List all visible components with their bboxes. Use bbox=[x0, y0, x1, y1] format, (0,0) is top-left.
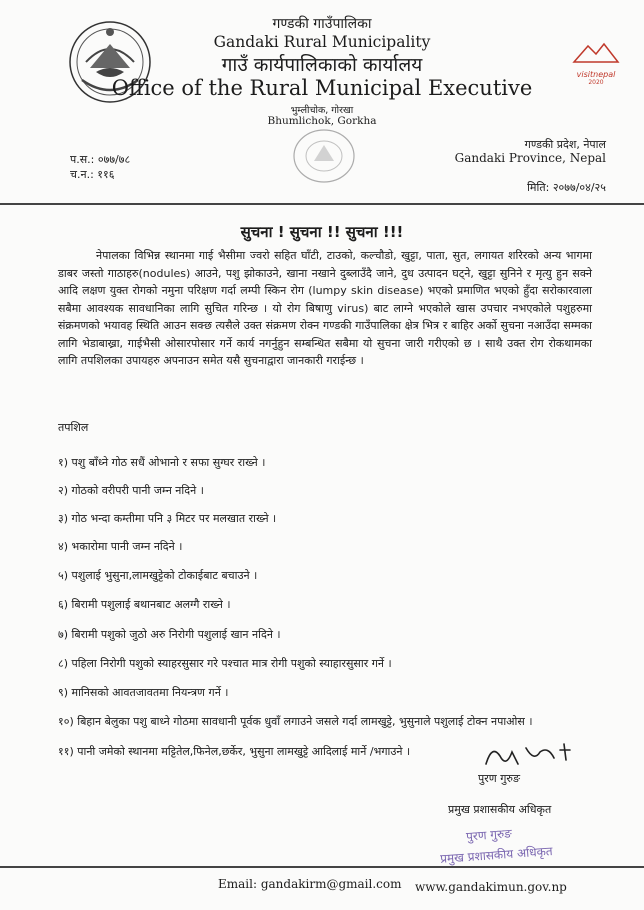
tapsil-label: तपशिल bbox=[58, 421, 89, 434]
notice-title: सुचना ! सुचना !! सुचना !!! bbox=[240, 223, 404, 241]
province-np: गण्डकी प्रदेश, नेपाल bbox=[524, 138, 606, 151]
visit-nepal-text: visitnepal bbox=[576, 70, 616, 79]
list-item: ६) बिरामी पशुलाई बथानबाट अलग्गै राख्ने । bbox=[58, 598, 231, 611]
municipality-name-en: Gandaki Rural Municipality bbox=[213, 33, 431, 51]
address-en: Bhumlichok, Gorkha bbox=[267, 115, 377, 127]
list-item: ८) पहिला निरोगी पशुको स्याहरसुसार गरे पश्चात मात्र रोगी पशुको स्याहारसुसार गर्ने । bbox=[58, 657, 392, 670]
address-np: भुम्लीचोक, गोरखा bbox=[290, 105, 354, 116]
footer-website[interactable]: www.gandakimun.gov.np bbox=[415, 880, 567, 894]
list-item: ५) पशुलाई भुसुना,लामखुट्टेको टोकाईबाट बचाउने । bbox=[58, 569, 258, 582]
patra-sankhya: प.स.: ०७७/७८ bbox=[70, 153, 131, 166]
list-item: ४) भकारोमा पानी जम्न नदिने । bbox=[58, 540, 183, 553]
footer-divider bbox=[0, 866, 644, 868]
handwritten-signature bbox=[478, 738, 588, 774]
signatory-title: प्रमुख प्रशासकीय अधिकृत bbox=[448, 803, 552, 816]
chalani-number: च.न.: ११६ bbox=[70, 168, 115, 181]
list-item: ३) गोठ भन्दा कम्तीमा पनि ३ मिटर पर मलखात राख्ने । bbox=[58, 512, 277, 525]
list-item: १) पशु बाँध्ने गोठ सधैं ओभानो र सफा सुग्घर राख्ने । bbox=[58, 456, 266, 469]
list-item: २) गोठको वरीपरी पानी जम्न नदिने । bbox=[58, 484, 204, 497]
office-name-np: गाउँ कार्यपालिकाको कार्यालय bbox=[221, 54, 423, 76]
header-divider bbox=[0, 203, 644, 205]
municipality-name-np: गण्डकी गाउँपालिका bbox=[272, 16, 372, 32]
notice-body: नेपालका विभिन्न स्थानमा गाई भैसीमा ज्वरो सहित घाँटी, टाउको, कल्चौडो, खुट्टा, पाता, सुत, लगायत शरिरको अन्य भागमा डाबर जस्तो गाठाहरु(nodules) आउने, पशु झोकाउने, खाना नखाने दुब्लाउँदै जाने, दुध उत्पादन घट्ने, खुट्टा सुनिने र मृत्यु हुन सक्ने आदि लक्षण युक्त रोगको नमुना परिक्षण गर्दा लम्पी स्किन रोग (lumpy skin disease) भएको प्रमाणित भएको हुँदा सरोकारवाला सबैमा आवश्यक सावधानिका लागि सुचित गरिन्छ । यो रोग बिषाणु virus) बाट लाग्ने भएकोले खास उपचार नभएकोले पशुहरुमा संक्रमणको भयावह स्थिति आउन सक्छ त्यसैले उक्त संक्रमण रोक्न गण्डकी गाउँपालिका क्षेत्र भित्र र बाहिर अर्को सुचना नआउँदा सम्मका लागि भेडाबाख्रा, गाईभैसी ओसारपोसार गर्ने कार्य नगर्नुहुन सम्बन्धित सबैमा यो सुचना जारी गरीएको छ । साथै उक्त रोग रोकथामका लागि तपशिलका उपायहरु अपनाउन समेत यसै सुचनाद्वारा जानकारी गराईन्छ । bbox=[58, 249, 592, 367]
signatory-name: पुरण गुरुङ bbox=[478, 772, 520, 785]
footer-email[interactable]: Email: gandakirm@gmail.com bbox=[218, 877, 402, 891]
province-en: Gandaki Province, Nepal bbox=[454, 151, 606, 165]
visit-nepal-year: 2020 bbox=[588, 79, 604, 86]
office-seal-icon bbox=[288, 127, 360, 185]
list-item: ९) मानिसको आवतजावतमा नियन्त्रण गर्ने । bbox=[58, 686, 229, 699]
office-name-en: Office of the Rural Municipal Executive bbox=[111, 76, 533, 100]
list-item: ७) बिरामी पशुको जुठो अरु निरोगी पशुलाई खान नदिने । bbox=[58, 628, 281, 641]
notice-date: मिति: २०७७/०४/२५ bbox=[527, 181, 606, 194]
list-item: ११) पानी जमेको स्थानमा मट्टितेल,फिनेल,छर्केर, भुसुना लामखुट्टे आदिलाई मार्ने /भगाउने । bbox=[58, 745, 411, 758]
stamp-name: पुरण गुरुङ bbox=[465, 826, 513, 844]
list-item: १०) बिहान बेलुका पशु बाध्ने गोठमा सावधानी पूर्वक धुवाँ लगाउने जसले गर्दा लामखुट्टे, भुसुनाले पशुलाई टोक्न नपाओस । bbox=[58, 715, 533, 728]
stamp-title: प्रमुख प्रशासकीय अधिकृत bbox=[439, 844, 554, 866]
